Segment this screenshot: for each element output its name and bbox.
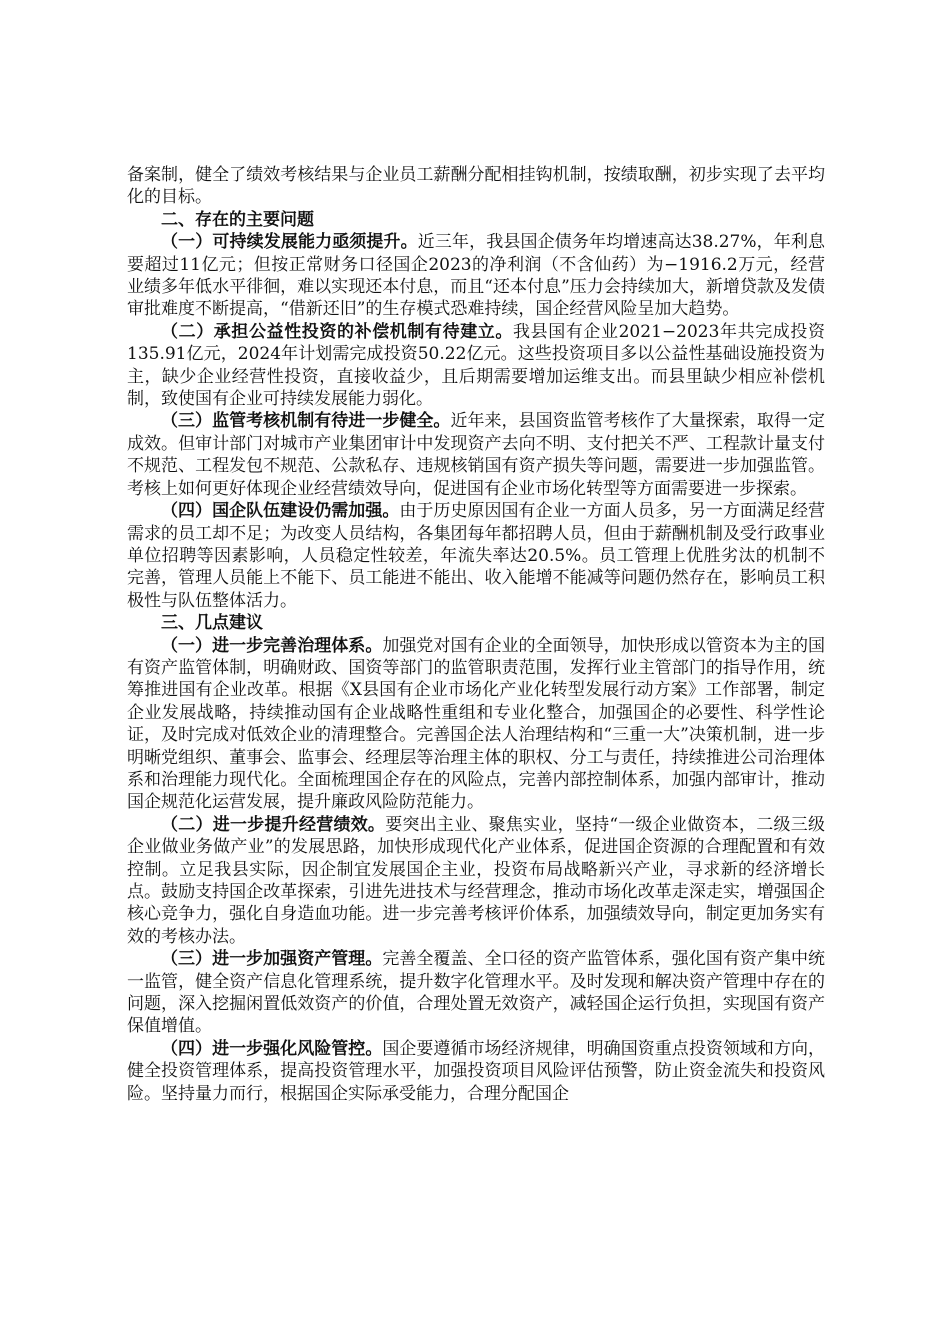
- paragraph-continuation: [127, 164, 825, 209]
- paragraph-lead: （一）可持续发展能力亟须提升。: [161, 232, 418, 253]
- paragraph-lead: （三）进一步加强资产管理。: [161, 949, 383, 970]
- section-heading-problems: [127, 209, 825, 231]
- paragraph-suggestion-3: [127, 948, 825, 1038]
- paragraph-text: 完善全覆盖、全口径的资产监管体系，强化国有资产集中统一监管，健全资产信息化管理系统，提升数字化管理水平。及时发现和解决资产管理中存在的问题，深入挖掘闲置低效资产的价值，合理处置无效资产，减轻国企运行负担，实现国有资产保值增值。: [127, 949, 826, 1037]
- section-heading-suggestions: [127, 612, 825, 634]
- paragraph-text: 加强党对国有企业的全面领导，加快形成以管资本为主的国有资产监管体制，明确财政、国资等部门的监管职责范围，发挥行业主管部门的指导作用，统筹推进国有企业改革。根据《X县国有企业市场化产业化转型发展行动方案》工作部署，制定企业发展战略，持续推动国有企业战略性重组和专业化整合，加强国企的必要性、科学性论证，及时完成对低效企业的清理整合。完善国企法人治理结构和“三重一大”决策机制，进一步明晰党组织、董事会、监事会、经理层等治理主体的职权、分工与责任，持续推进公司治理体系和治理能力现代化。全面梳理国企存在的风险点，完善内部控制体系，加强内部审计，推动国企规范化运营发展，提升廉政风险防范能力。: [127, 635, 826, 813]
- paragraph-lead: （四）国企队伍建设仍需加强。: [161, 501, 400, 522]
- paragraph-lead: （二）承担公益性投资的补偿机制有待建立。: [161, 321, 514, 342]
- paragraph-problem-4: [127, 500, 825, 612]
- paragraph-lead: （三）监管考核机制有待进一步健全。: [161, 411, 451, 432]
- paragraph-text: 近年来，县国资监管考核作了大量探索，取得一定成效。但审计部门对城市产业集团审计中发现资产去向不明、支付把关不严、工程款计量支付不规范、工程发包不规范、公款私存、违规核销国有资产损失等问题，需要进一步加强监管。考核上如何更好体现企业经营绩效导向，促进国有企业市场化转型等方面需要进一步探索。: [127, 411, 826, 499]
- paragraph-problem-2: [127, 321, 825, 411]
- paragraph-text: 国企要遵循市场经济规律，明确国资重点投资领域和方向，健全投资管理体系，提高投资管理水平，加强投资项目风险评估预警，防止资金流失和投资风险。坚持量力而行，根据国企实际承受能力，合理分配国企: [127, 1038, 826, 1104]
- paragraph-suggestion-4: [127, 1038, 825, 1105]
- paragraph-lead: （四）进一步强化风险管控。: [161, 1038, 383, 1059]
- paragraph-text: 我县国有企业2021−2023年共完成投资135.91亿元，2024年计划需完成投资50.22亿元。这些投资项目多以公益性基础设施投资为主，缺少企业经营性投资，直接收益少，且后期需要增加运维支出。而县里缺少相应补偿机制，致使国有企业可持续发展能力弱化。: [127, 321, 825, 410]
- paragraph-text: 要突出主业、聚焦实业，坚持“一级企业做资本，二级三级企业做业务做产业”的发展思路，加快形成现代化产业体系，促进国企资源的合理配置和有效控制。立足我县实际，因企制宜发展国企主业，投资布局战略新兴产业，寻求新的经济增长点。鼓励支持国企改革探索，引进先进技术与经营理念，推动市场化改革走深走实，增强国企核心竞争力，强化自身造血功能。进一步完善考核评价体系，加强绩效导向，制定更加务实有效的考核办法。: [127, 814, 825, 947]
- paragraph-suggestion-2: [127, 814, 825, 948]
- heading-text: 二、存在的主要问题: [161, 209, 314, 230]
- paragraph-lead: （一）进一步完善治理体系。: [161, 635, 383, 656]
- paragraph-text: 备案制，健全了绩效考核结果与企业员工薪酬分配相挂钩机制，按绩取酬，初步实现了去平均化的目标。: [127, 165, 825, 208]
- paragraph-problem-3: [127, 410, 825, 500]
- document-body: [127, 164, 825, 1105]
- heading-text: 三、几点建议: [161, 613, 263, 634]
- paragraph-text: 近三年，我县国企债务年均增速高达38.27%，年利息要超过11亿元；但按正常财务口径国企2023的净利润（不含仙药）为−1916.2万元，经营业绩多年低水平徘徊，难以实现还本付息，而且“还本付息”压力会持续加大，新增贷款及发债审批难度不断提高，“借新还旧”的生存模式恐难持续，国企经营风险呈加大趋势。: [127, 232, 826, 320]
- paragraph-text: 由于历史原因国有企业一方面人员多，另一方面满足经营需求的员工却不足；为改变人员结构，各集团每年都招聘人员，但由于薪酬机制及受行政事业单位招聘等因素影响，人员稳定性较差，年流失率达20.5%。员工管理上优胜劣汰的机制不完善，管理人员能上不能下、员工能进不能出、收入能增不能减等问题仍然存在，影响员工积极性与队伍整体活力。: [127, 501, 826, 611]
- paragraph-suggestion-1: [127, 635, 825, 814]
- paragraph-lead: （二）进一步提升经营绩效。: [161, 814, 386, 835]
- paragraph-problem-1: [127, 231, 825, 321]
